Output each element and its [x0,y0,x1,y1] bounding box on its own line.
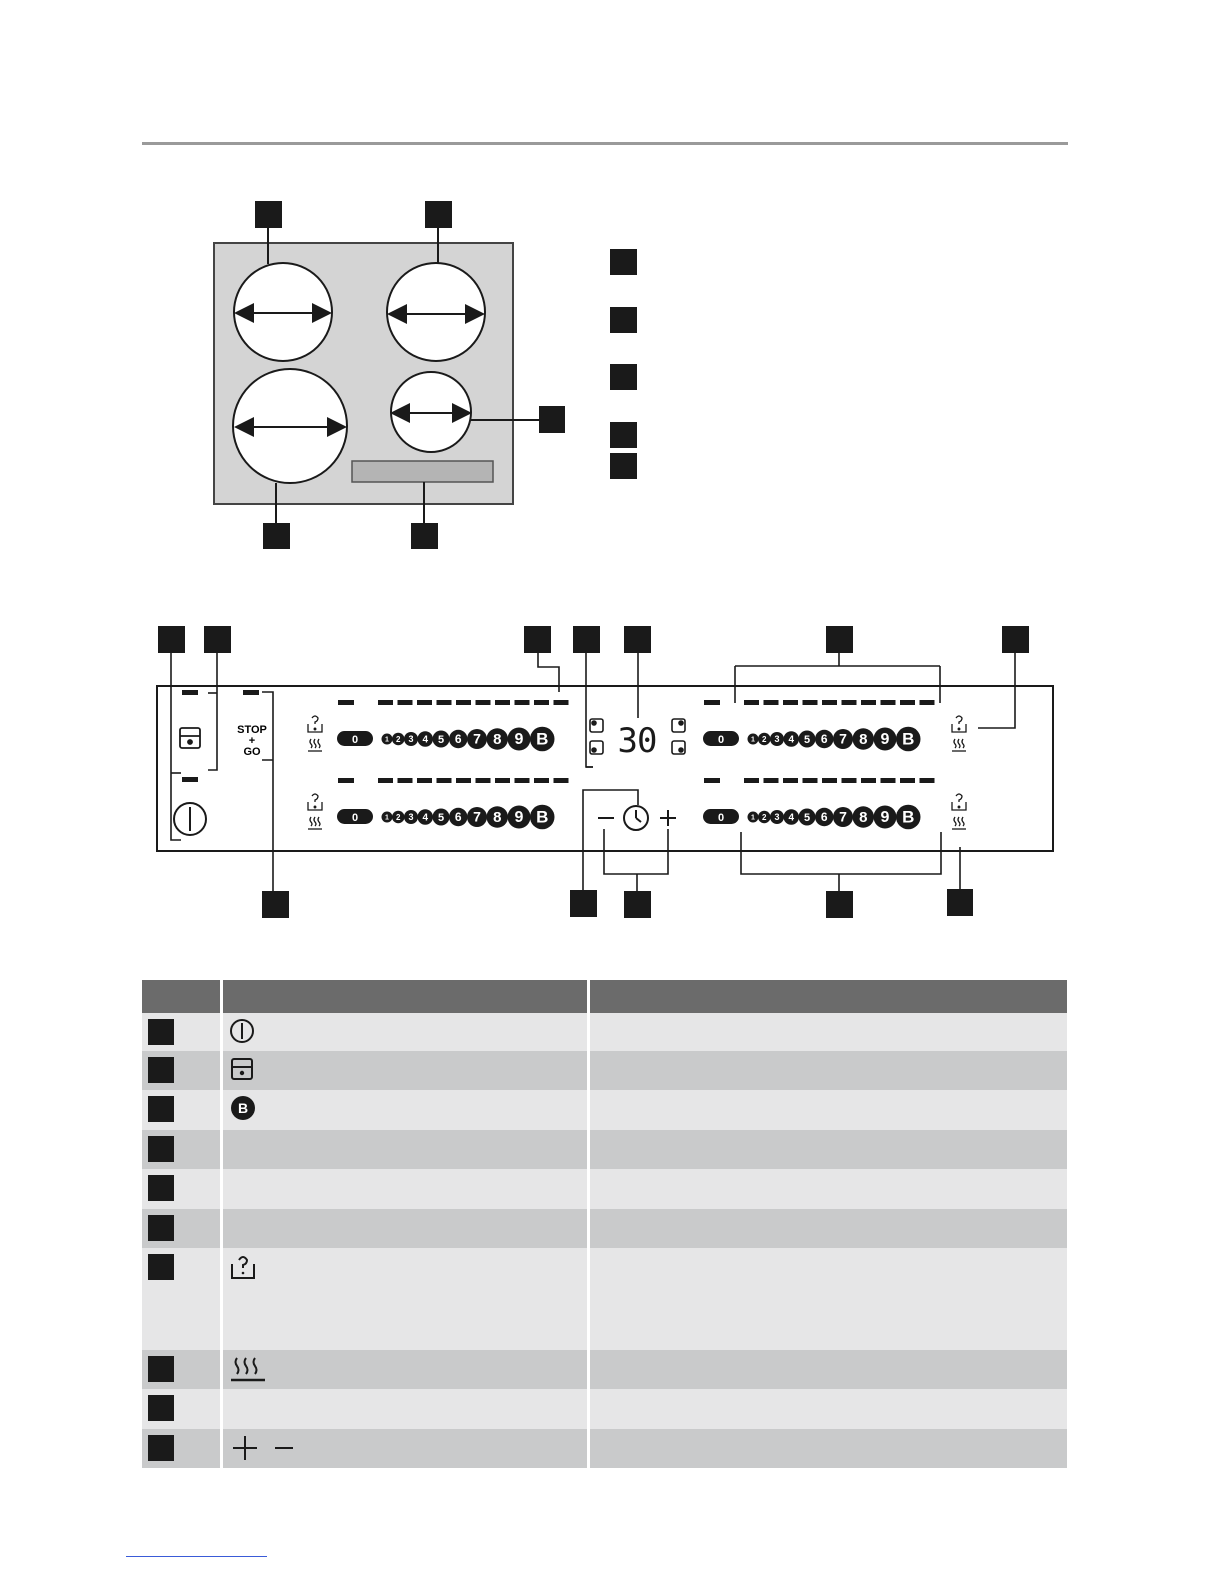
function-cell [588,1209,1067,1248]
booster-icon [229,1100,257,1126]
level-label: 7 [839,730,847,747]
level-indicator [398,778,413,783]
stop-go-line1: STOP [237,724,267,736]
power-icon [229,1032,255,1049]
zero-label: 0 [351,734,359,746]
table-row [142,1429,1067,1468]
level-indicator [456,700,471,705]
level-indicator [900,700,915,705]
row-number-cell [142,1389,221,1429]
level-indicator [764,700,779,705]
level-indicator [378,700,393,705]
row-number-cell [142,1209,221,1248]
level-indicator [554,700,569,705]
level-indicator [803,778,818,783]
level-label: 5 [437,811,445,824]
row-number-cell [142,1013,221,1051]
table-row [142,1350,1067,1389]
level-label: 9 [514,809,524,827]
hob-diagram [0,0,1224,570]
level-indicator [900,778,915,783]
level-label: 7 [473,730,481,747]
level-label: 6 [820,810,828,825]
level-label: 2 [396,734,401,744]
number-marker [148,1096,174,1122]
level-indicator [783,778,798,783]
level-indicator [920,778,935,783]
function-cell [588,1389,1067,1429]
level-label: 8 [493,730,502,748]
function-cell [588,1350,1067,1389]
sensor-field-cell [221,1350,588,1389]
level-indicator [515,700,530,705]
level-indicator [378,778,393,783]
callout-marker [255,201,282,228]
level-indicator [822,778,837,783]
level-label: 5 [803,811,811,824]
cooking-zone-rear-right [387,263,485,361]
level-label: B [536,807,549,827]
level-indicator [398,700,413,705]
level-label: 4 [788,812,795,824]
level-label: 1 [751,736,755,744]
row-number-cell [142,1051,221,1090]
stop-go-line3: GO [243,746,261,758]
level-indicator [842,700,857,705]
level-label: 8 [859,730,868,748]
level-indicator [783,700,798,705]
control-panel-diagram [0,600,1224,930]
table-row [142,1248,1067,1350]
function-cell [588,1429,1067,1468]
level-indicator [417,778,432,783]
zero-label: 0 [717,812,725,824]
sensor-field-cell [221,1051,588,1090]
sensor-field-cell [221,1130,588,1169]
level-label: 3 [774,812,780,823]
level-indicator [338,778,354,783]
level-indicator [881,700,896,705]
level-label: 6 [454,732,462,747]
number-marker [148,1435,174,1461]
cooking-zone-front-right [391,372,471,452]
panel-outline [157,686,1053,851]
table-row [142,1389,1067,1429]
level-indicator [704,700,720,705]
level-indicator [920,700,935,705]
control-panel-area [352,461,493,482]
footer-link-underline [126,1556,267,1557]
level-indicator [764,778,779,783]
stop-go-line2: + [248,735,256,747]
level-label: 4 [422,812,429,824]
level-label: B [902,729,915,749]
legend-marker [610,422,637,448]
level-indicator [495,700,510,705]
level-label: 4 [422,734,429,746]
zero-label: 0 [717,734,725,746]
level-indicator [437,700,452,705]
table-row [142,1090,1067,1130]
number-marker [148,1057,174,1083]
level-indicator [534,778,549,783]
level-label: 8 [859,808,868,826]
plus-minus-icon [229,1450,299,1467]
cooking-zone-rear-left [234,263,332,361]
sensor-field-cell [221,1209,588,1248]
level-label: B [902,807,915,827]
sensor-field-cell [221,1013,588,1051]
level-indicator [515,778,530,783]
zero-label: 0 [351,812,359,824]
level-label: 9 [880,731,890,749]
number-marker [148,1356,174,1382]
level-indicator [704,778,720,783]
level-indicator [554,778,569,783]
number-marker [148,1215,174,1241]
sensor-field-cell [221,1389,588,1429]
level-indicator [338,700,354,705]
legend-marker [610,249,637,275]
level-indicator [744,700,759,705]
level-label: 3 [408,812,414,823]
row-number-cell [142,1090,221,1130]
svg-text:B: B [237,1100,248,1116]
level-label: 2 [762,812,767,822]
controls-table [142,980,1067,1468]
level-label: 5 [437,733,445,746]
table-row [142,1169,1067,1209]
level-label: 6 [820,732,828,747]
cooking-zone-front-left [233,369,347,483]
number-marker [148,1019,174,1045]
function-cell [588,1090,1067,1130]
function-cell [588,1130,1067,1169]
level-indicator [861,700,876,705]
sensor-field-cell [221,1429,588,1468]
function-cell [588,1169,1067,1209]
callout-marker [425,201,452,228]
level-label: 7 [473,808,481,825]
level-indicator [495,778,510,783]
callout-marker [263,523,290,549]
level-indicator [437,778,452,783]
function-cell [588,1248,1067,1350]
level-label: 1 [385,736,389,744]
level-indicator [803,700,818,705]
level-label: 7 [839,808,847,825]
level-indicator [417,700,432,705]
sensor-field-cell [221,1248,588,1350]
level-indicator [476,700,491,705]
level-label: 3 [774,734,780,745]
table-row [142,1130,1067,1169]
table-row [142,1051,1067,1090]
level-indicator [842,778,857,783]
table-row [142,1209,1067,1248]
level-label: 6 [454,810,462,825]
level-indicator [881,778,896,783]
level-indicator [744,778,759,783]
callout-marker [539,406,565,433]
col-function [588,980,1067,1013]
sensor-field-cell [221,1169,588,1209]
row-number-cell [142,1350,221,1389]
row-number-cell [142,1130,221,1169]
lock-icon [229,1070,255,1087]
table-row [142,1013,1067,1051]
legend-marker [610,364,637,390]
function-cell [588,1051,1067,1090]
number-marker [148,1254,174,1280]
number-marker [148,1395,174,1421]
level-indicator [822,700,837,705]
function-cell [588,1013,1067,1051]
level-label: 1 [385,814,389,822]
level-label: 5 [803,733,811,746]
level-label: B [536,729,549,749]
col-number [142,980,221,1013]
level-label: 1 [751,814,755,822]
level-label: 9 [514,731,524,749]
keep-warm-icon [229,1371,269,1388]
callout-marker [411,523,438,549]
row-number-cell [142,1429,221,1468]
row-number-cell [142,1169,221,1209]
level-label: 4 [788,734,795,746]
level-label: 2 [396,812,401,822]
number-marker [148,1175,174,1201]
level-label: 9 [880,809,890,827]
timer-display: 30 [617,721,657,761]
legend-marker [610,453,637,479]
level-label: 2 [762,734,767,744]
sensor-field-cell [221,1090,588,1130]
level-label: 8 [493,808,502,826]
level-indicator [861,778,876,783]
level-indicator [456,778,471,783]
level-indicator [476,778,491,783]
level-indicator [534,700,549,705]
legend-marker [610,307,637,333]
col-sensor [221,980,588,1013]
pan-detection-icon [229,1269,257,1286]
row-number-cell [142,1248,221,1350]
number-marker [148,1136,174,1162]
level-label: 3 [408,734,414,745]
